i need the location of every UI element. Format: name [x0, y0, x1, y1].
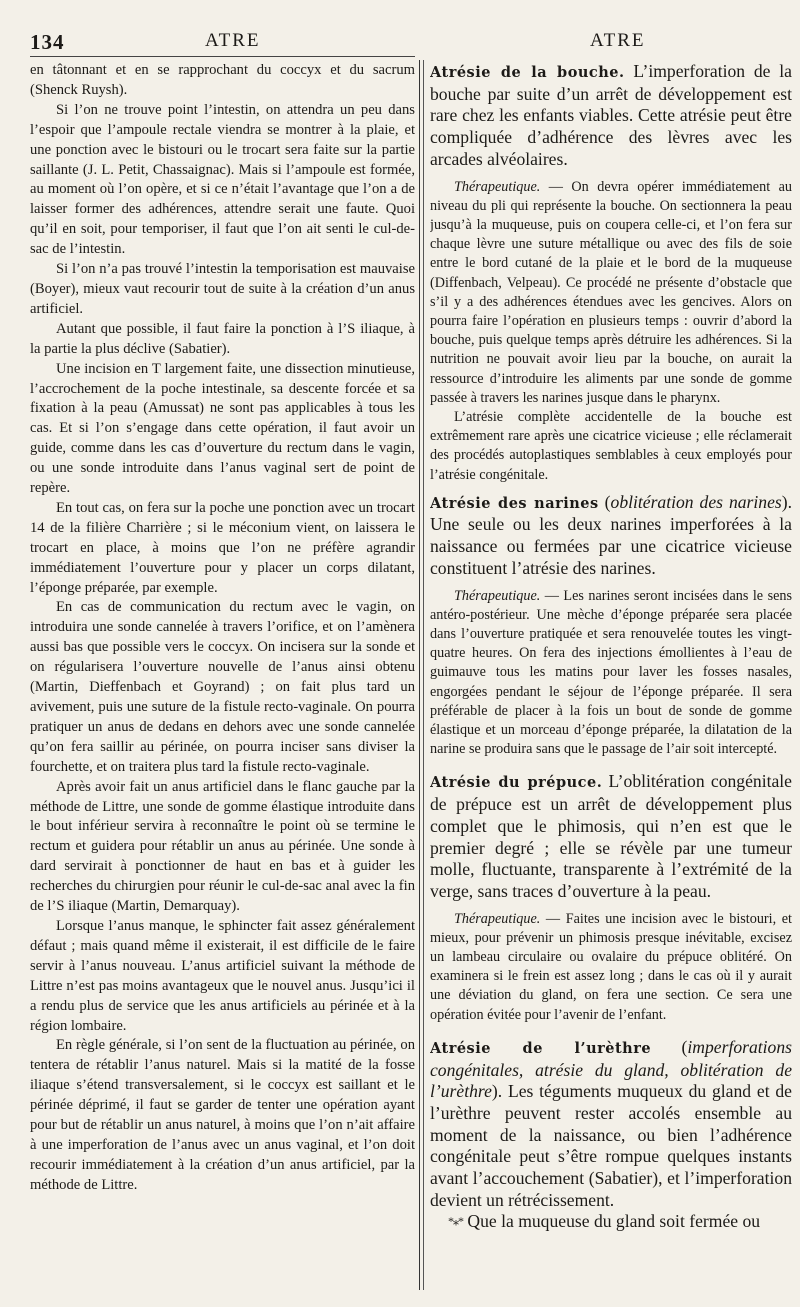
therapeutique-paragraph — [430, 910, 792, 1025]
page-header — [0, 30, 800, 58]
entry-lead — [430, 61, 792, 171]
entry-lead — [430, 492, 792, 580]
entry-heading: Atrésie de l’urèthre — [430, 1039, 652, 1057]
header-rule — [30, 56, 415, 57]
therapeutique-text: — Faites une incision avec le bistouri, et mieux, pour prévenir un phimosis presque inévitable, excisez un lambeau circulaire ou ovalaire du prépuce oblitéré. On examinera si le frein est assez long ; dans le cas où il y aurait une déviation du gland, on fera une section. Ce sera une opération évitée pour l’avenir de l’enfant. — [430, 910, 792, 1023]
therapeutique-label: Thérapeutique. — [454, 178, 541, 195]
paragraph: En tout cas, on fera sur la poche une ponction avec un trocart 14 de la filière Charrière ; si le méconium vient, on laissera le trocart en place, à moins que l’on ne préfère agrandir immédiatement l’ouverture pour y placer un corps dilatant, l’éponge préparée, par exemple. — [30, 499, 415, 596]
entry-lead-text: ). Les téguments muqueux du gland et de l’urèthre peuvent rester accolés ensemble au moment de la naissance, ou bien l’adhérence congénitale peut s’être rompue quelques instants avant l’accouchement (Sabatier), et l’imperforation devient un rétrécissement. — [430, 1081, 792, 1210]
paragraph: Une incision en T largement faite, une dissection minutieuse, l’accrochement de la poche intestinale, sa descente forcée et sa fixation à la peau (Amussat) ne sont pas applicables à tous les cas. Et si l’on s’engage dans cette opération, il faut avoir un guide, comme dans les cas d’ouverture du rectum dans le vagin, ou une sonde introduite dans l’anus vaginal sert de point de repère. — [30, 360, 415, 497]
paragraph-text: Que la muqueuse du gland soit fermée ou — [463, 1211, 761, 1232]
paren-open: ( — [651, 1036, 688, 1057]
paragraph: En règle générale, si l’on sent de la fluctuation au périnée, on tentera de rétablir l’anus naturel. Mais si la matité de la fosse iliaque s’étend transversalement, si le coccyx est saillant et le périnée déprimé, il faut se garder de tenter une opération ayant pour but de rétablir un anus naturel, à moins que l’on n’ait affaire à une imperforation de l’anus avec un anus vaginal, et l’on doit recourir immédiatement à la création d’un anus artificiel, par la méthode de Littre. — [30, 1037, 415, 1193]
therapeutique-text: — On devra opérer immédiatement au niveau du pli qui représente la bouche. On sectionnera la peau jusqu’à la muqueuse, puis on coupera celle-ci, et l’on fera sur chaque lèvre une suture métallique ou avec des fils de soie entre le bord cutané de la plaie et le bord de la muqueuse (Diffenbach, Velpeau). Ce procédé ne présente d’obstacle que s’il y a des adhérences étendues avec les gencives. Alors on pourra faire l’opération en plusieurs temps : ouvrir d’abord la bouche, puis quelque temps après détruire les adhérences. Si la nutrition ne pouvait avoir lieu par la bouche, on aurait la ressource d’introduire les aliments par une sonde de gomme passée à travers les narines jusque dans le pharynx. — [430, 178, 792, 406]
paragraph: Autant que possible, il faut faire la ponction à l’S iliaque, à la partie la plus déclive (Sabatier). — [30, 320, 415, 357]
therapeutique-paragraph — [430, 587, 792, 760]
asterism: *⁎* — [448, 1214, 463, 1229]
paragraph — [430, 1211, 792, 1233]
paragraph: Si l’on n’a pas trouvé l’intestin la temporisation est mauvaise (Boyer), mieux vaut recourir tout de suite à la création d’un anus artificiel. — [30, 261, 415, 317]
left-column — [30, 61, 415, 1281]
paragraph: En cas de communication du rectum avec le vagin, on introduira une sonde cannelée à travers l’orifice, et on l’amènera aussi bas que possible vers le coccyx. On incisera sur la sonde et on régularisera l’ouverture nouvelle de l’anus ainsi obtenu (Martin, Dieffenbach et Goyrand) ; on fait plus tard un avivement, puis une suture de la fistule recto-vaginale. On pourra pratiquer un anus de dedans en dehors avec une sonde cannelée qu’on fera saillir au périnée, on pourra inciser sans diviser la fourchette, et on traitera plus tard la fistule recto-vaginale. — [30, 599, 415, 775]
running-head-right: ATRE — [590, 30, 646, 51]
therapeutique-label: Thérapeutique. — [454, 587, 541, 604]
entry-synonym: oblitération des narines — [610, 491, 782, 512]
entry-synonym: imperforations congénitales, atrésie du gland, oblitération de l’urèthre — [430, 1036, 792, 1102]
page-number: 134 — [30, 30, 65, 54]
entry-atresie-narines — [430, 492, 792, 760]
paren-open: ( — [598, 491, 611, 512]
therapeutique-paragraph — [430, 178, 792, 408]
therapeutique-text: — Les narines seront incisées dans le sens antéro-postérieur. Une mèche d’éponge préparée sera placée dans l’ouverture pratiquée et sera renouvelée toutes les vingt-quatre heures. On fera des injections émollientes à l’eau de guimauve tous les matins pour laver les fosses nasales, engorgées pendant le séjour de l’éponge préparée. Il sera préférable de placer à la fois un bout de sonde de gomme élastique et un morceau d’éponge préparée, la dilatation de la narine se produira sans que le passage de l’air soit intercepté. — [430, 587, 792, 758]
therapeutique-label: Thérapeutique. — [454, 910, 541, 927]
entry-lead — [430, 771, 792, 902]
entry-atresie-prepuce — [430, 771, 792, 1024]
right-column — [430, 61, 792, 1296]
entry-atresie-urethre — [430, 1037, 792, 1233]
paragraph: L’atrésie complète accidentelle de la bouche est extrêmement rare après une cicatrice vicieuse ; elle réclamerait des procédés autoplastiques semblables à ceux employés pour l’atrésie congénitale. — [430, 408, 792, 483]
paragraph: en tâtonnant et en se rapprochant du coccyx et du sacrum (Shenck Ruysh). — [30, 62, 415, 98]
entry-heading: Atrésie de la bouche. — [430, 64, 625, 81]
entry-lead-text: L’imperforation de la bouche par suite d’un arrêt de développement est rare chez les enfants viables. Cette atrésie peut être compliquée d’adhérence des lèvres avec les arcades alvéolaires. — [430, 61, 792, 169]
entry-heading: Atrésie du prépuce. — [430, 774, 603, 792]
entry-atresie-bouche — [430, 61, 792, 485]
paragraph: Lorsque l’anus manque, le sphincter fait assez généralement défaut ; mais quand même il existerait, il est difficile de le faire servir à l’anus nouveau. L’anus artificiel suivant la méthode de Littre n’est pas moins avantageux que le nouvel anus. Jusqu’ici il a rendu plus de service que les anus artificiels au périnée et à la région lombaire. — [30, 917, 415, 1034]
paragraph: Après avoir fait un anus artificiel dans le flanc gauche par la méthode de Littre, une sonde de gomme élastique introduite dans le bout inférieur servira à reconnaître le point où se termine le rectum et guidera pour rétablir un anus au périnée. Une sonde à dard servirait à ponctionner de haut en bas et à guider les recherches du chirurgien pour réunir le cul-de-sac anal avec la fin de l’S iliaque (Martin, Demarquay). — [30, 778, 415, 915]
entry-heading: Atrésie des narines — [430, 494, 599, 512]
running-head-left: ATRE — [205, 30, 261, 51]
column-divider — [419, 60, 420, 1290]
entry-lead-text: L’oblitération congénitale de prépuce est un arrêt de développement plus complet que le phimosis, qui n’en est que le premier degré ; elle se révèle par une tumeur molle, fluctuante, transparente à l’extrémité de la verge, sans traces d’ouverture à la peau. — [430, 771, 792, 901]
entry-lead — [430, 1037, 792, 1212]
entry-lead-text: ). Une seule ou les deux narines imperforées à la naissance ou fermées par une cicatrice vicieuse constituent l’atrésie des narines. — [430, 491, 792, 578]
column-divider-inner — [423, 60, 424, 1290]
paragraph: Si l’on ne trouve point l’intestin, on attendra un peu dans l’espoir que l’ampoule rectale viendra se montrer à la plaie, et une ponction avec le bistouri ou le trocart sera faite sur la partie saillante (J. L. Petit, Chassaignac). Mais si l’ampoule est formée, au moment où l’on opère, et si ce n’était l’avantage que l’on a de laisser former des adhérences, attendre serait une faute. Quoi qu’il en soit, pour temporiser, il faut que l’on ait senti le cul-de-sac de l’intestin. — [30, 101, 415, 258]
